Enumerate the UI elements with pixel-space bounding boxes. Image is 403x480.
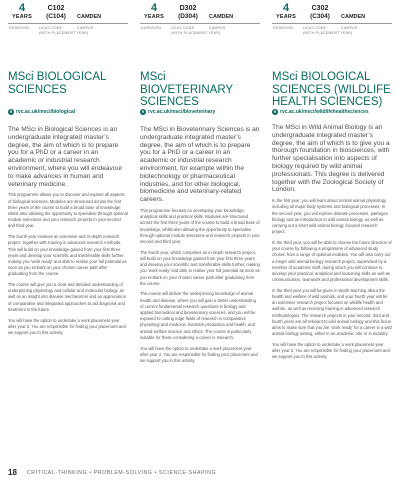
- paragraph: The fourth year involves an extensive and in-depth research project, together with training in advanced research methods. This will build on your knowledge gained from your first three years and develop your scientific and transferable skills further, making you ‘work ready’ and able to realise your full potential as soon as you embark on your chosen career path after graduating from the course.: [8, 234, 127, 277]
- ucas-code-placement: (D304): [178, 13, 198, 20]
- years-number: 4: [150, 2, 158, 14]
- paragraph: This programme focuses on developing your knowledge, analytical skills and practical skills. Modules are structured across the first three years of the course to build a broad base of knowledge, whilst also allowing the opportunity to specialise through optional module selections and research projects in your second and third year.: [140, 207, 260, 244]
- course-title: MSci BIOLOGICAL SCIENCES: [8, 71, 107, 96]
- course-column-wildlife-health-sciences: [272, 0, 392, 365]
- ucas-code-block: [38, 5, 74, 21]
- ucas-label: UCAS CODE: [303, 26, 327, 30]
- paragraph: The course will deliver the underpinning knowledge of animal health and disease, where you will gain a better understanding of current fundamental research questions in biology and applied biomedical and bioveterinary sciences, and you will be exposed to cutting edge fields of research in comparative physiology and medicine, livestock production and health, and animal welfare science and ethics. The course is particularly suitable for those considering a career in research.: [140, 291, 256, 340]
- footer-tagline: CRITICAL-THINKING • PROBLEM-SOLVING • SCIENCE-SHAPING: [26, 469, 217, 476]
- ucas-label: UCAS CODE: [171, 26, 195, 30]
- campus-name: CAMDEN: [209, 14, 234, 20]
- ucas-code: C102: [47, 5, 65, 12]
- meta-labels: [272, 23, 392, 38]
- paragraph: This programme allows you to discover and explore all aspects of biological sciences. Modules are structured across the first three years of the course to build a broad base of knowledge, whilst also allowing the opportunity to specialise through optional module selections and your research projects in your second and third year.: [8, 192, 128, 229]
- course-description: [272, 198, 392, 360]
- paragraph: In the third year you will be given in-depth teaching about the health and welfare of wild animals, and your fourth year will be an extensive research project focused on wildlife health and welfare, as well as receiving training in advanced research methodologies. The research projects in your second, third and fourth years are all relevant to wild animal biology and this focus aims to make sure that you are ‘work ready’ for a career in a wild animal biology setting, either in an academic role or in industry.: [272, 287, 392, 337]
- duration-block: [8, 3, 36, 21]
- paragraph: The fourth year, which comprises an in-depth research project, will build on your knowledge gained from your first three years and develop your scientific and transferable skills further, making you ‘work ready’ and able to realise your full potential as soon as you embark on your chosen career path after graduating from the course.: [140, 249, 260, 286]
- years-number: 4: [282, 2, 290, 14]
- years-label: YEARS: [144, 14, 164, 20]
- page-footer: [8, 468, 216, 477]
- placement-note: (WITH PLACEMENT YEAR): [303, 31, 353, 35]
- ucas-code-placement: (C304): [310, 13, 330, 20]
- course-url: rvc.ac.uk/msci/wildlifehealthsciences: [280, 109, 369, 115]
- campus-label: CAMPUS: [209, 26, 226, 30]
- course-link[interactable]: [140, 109, 260, 115]
- paragraph: You will have the option to undertake a work placement year after year 2. You are responsible for finding your placement and we support you in this activity.: [8, 317, 126, 335]
- placement-note: (WITH PLACEMENT YEAR): [171, 31, 221, 35]
- ucas-code: D302: [179, 5, 197, 12]
- rvc-badge-icon: R: [9, 110, 13, 114]
- ucas-code-block: [302, 5, 338, 21]
- rvc-badge-icon: R: [141, 110, 145, 114]
- duration-label: DURATION: [273, 26, 294, 30]
- paragraph: The course will give you a clear and detailed understanding of underpinning physiology and cellular and molecular biology, as well as an insight into disease mechanisms and an appreciation of comparative and integrated approaches to aid diagnosis and treatment in the future.: [8, 282, 127, 312]
- duration-label: DURATION: [141, 26, 162, 30]
- course-intro: The MSci in Bioveterinary Sciences is an undergraduate integrated master’s degree, the aim of which is to prepare you for a PhD or a career in an academic or industrial research environment, for example within the biotechnology or pharmaceutical industries, and for other biological, biomedicine and veterinary-related careers.: [140, 126, 260, 204]
- course-url: rvc.ac.uk/msci/biological: [16, 109, 76, 115]
- page-number: 18: [8, 468, 17, 477]
- course-description: [140, 208, 260, 364]
- years-label: YEARS: [12, 14, 32, 20]
- duration-label: DURATION: [9, 26, 30, 30]
- years-label: YEARS: [276, 14, 296, 20]
- meta-labels: [140, 23, 260, 38]
- course-codes: [272, 0, 392, 40]
- course-intro: The MSci in Biological Sciences is an undergraduate integrated master’s degree, the aim of which is to prepare you for a PhD or a career in an academic or industrial research environment, where you will endeavour to make advances in human and veterinary medicine.: [8, 126, 123, 188]
- course-codes: [140, 0, 260, 40]
- paragraph: You will have the option to undertake a work placement year after year 2. You are responsible for finding your placement and we support you in this activity.: [272, 341, 390, 360]
- campus-label: CAMPUS: [77, 26, 94, 30]
- paragraph: In the third year, you will be able to choose the future direction of your course by following a programme of advanced study chosen from a range of optional modules. You will also carry out a longer wild animal biology research project, supervised by a member of academic staff, during which you will continue to develop your practical, analytical and reasoning skills as well as communication, teamwork and professional development skills.: [272, 239, 392, 283]
- placement-note: (WITH PLACEMENT YEAR): [39, 31, 89, 35]
- years-number: 4: [18, 2, 26, 14]
- duration-block: [272, 3, 300, 21]
- course-link[interactable]: [272, 109, 392, 115]
- course-url: rvc.ac.uk/msci/bioveterinary: [148, 109, 216, 115]
- campus-name: CAMDEN: [341, 14, 366, 20]
- ucas-label: UCAS CODE: [39, 26, 63, 30]
- course-column-biological-sciences: [8, 0, 128, 341]
- course-column-bioveterinary-sciences: [140, 0, 260, 369]
- course-codes: [8, 0, 128, 40]
- meta-labels: [8, 23, 128, 38]
- course-link[interactable]: [8, 109, 128, 115]
- paragraph: You will have the option to undertake a work placement year after year 2. You are responsible for finding your placement and we support you in this activity.: [140, 345, 258, 363]
- ucas-code-placement: (C104): [46, 13, 66, 20]
- course-description: [8, 192, 128, 336]
- campus-name: CAMDEN: [77, 14, 102, 20]
- course-title: MSci BIOVETERINARY SCIENCES: [140, 71, 234, 108]
- course-title: MSci BIOLOGICAL SCIENCES (WILDLIFE HEALTH SCIENCES): [272, 71, 391, 108]
- duration-block: [140, 3, 168, 21]
- paragraph: In the first year, you will learn about normal animal physiology including all major body systems and biological processes. In the second year, you will explore disease processes, pathogen biology and an introduction to wild animal biology, as well as carrying out a short wild animal biology focused research project.: [272, 198, 389, 235]
- ucas-code: C302: [311, 5, 329, 12]
- campus-label: CAMPUS: [341, 26, 358, 30]
- rvc-badge-icon: R: [273, 110, 277, 114]
- ucas-code-block: [170, 5, 206, 21]
- course-intro: The MSci in Wild Animal Biology is an undergraduate integrated master’s degree, the aim of which is to give you a thorough foundation in biosciences, with further specialisation into aspects of biology required by wild animal professionals. This degree is delivered together with the Zoological Society of London.: [272, 124, 390, 194]
